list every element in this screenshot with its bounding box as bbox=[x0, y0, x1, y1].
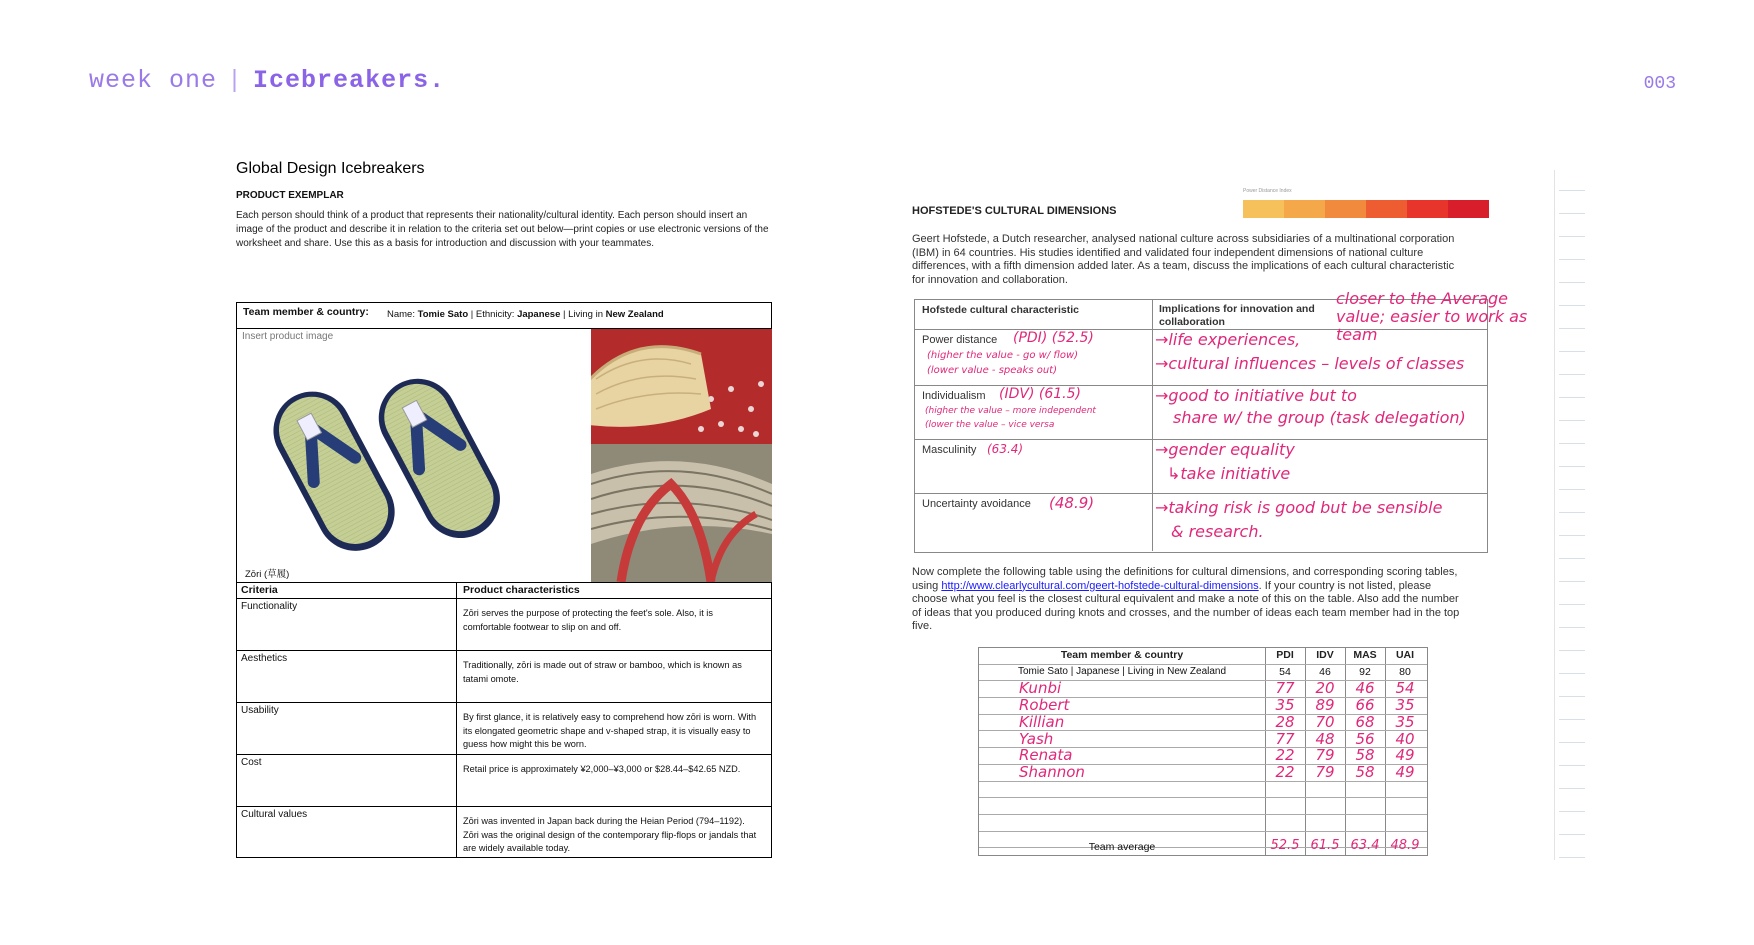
idv-value: 79 bbox=[1315, 762, 1335, 781]
ruled-line bbox=[1559, 466, 1585, 467]
dimension-note: (higher the value – more independent bbox=[925, 406, 1096, 416]
uai-value: 35 bbox=[1395, 712, 1415, 731]
instructions-part-2: . If your country is not listed, please choose what you feel is the closest cultural equivalent and make a note of this on the table. Also add the number of ideas that you produced during knots and crosses, and the number of ideas each team member had in the top five. bbox=[912, 579, 1460, 632]
member-living: New Zealand bbox=[605, 309, 664, 320]
zori-sandals-image bbox=[272, 347, 532, 552]
criteria-text: By first glance, it is relatively easy to comprehend how zōri is worn. With its elongated geometric shape and v-shaped strap, it is visually easy to guess how might this be worn. bbox=[463, 712, 757, 749]
image-placeholder: Insert product image bbox=[242, 331, 334, 342]
member-country: Tomie Sato | Japanese | Living in New Zealand bbox=[1017, 665, 1227, 677]
ruled-line bbox=[1559, 811, 1585, 812]
team-member-row bbox=[237, 303, 771, 329]
member-ethnicity: Japanese bbox=[517, 309, 561, 320]
living-prefix: | Living in bbox=[563, 309, 603, 320]
idv-value: 79 bbox=[1315, 746, 1335, 765]
idv-value: 46 bbox=[1319, 665, 1331, 678]
worksheet-title: Global Design Icebreakers bbox=[236, 160, 425, 177]
product-image-area bbox=[237, 329, 771, 583]
characteristic-header: Hofstede cultural characteristic bbox=[922, 304, 1079, 316]
pdi-value: 77 bbox=[1275, 679, 1295, 698]
team-average-row bbox=[979, 840, 1427, 857]
mas-value: 58 bbox=[1355, 762, 1375, 781]
pdi-header: PDI bbox=[1276, 649, 1294, 661]
ruled-line bbox=[1559, 581, 1585, 582]
hofstede-link[interactable]: http://www.clearlycultural.com/geert-hofstede-cultural-dimensions bbox=[941, 579, 1259, 592]
worksheet-subtitle: PRODUCT EXEMPLAR bbox=[236, 190, 344, 201]
ruled-line bbox=[1559, 397, 1585, 398]
dimension-note: (lower the value – vice versa bbox=[925, 420, 1055, 430]
team-member-value bbox=[387, 309, 664, 320]
member-name: Killian bbox=[1019, 712, 1065, 731]
idv-average: 61.5 bbox=[1310, 838, 1340, 853]
criteria-header: Criteria bbox=[241, 584, 278, 596]
slide-header bbox=[89, 66, 445, 95]
image-caption: Zōri (草履) bbox=[245, 569, 290, 580]
uai-value: 49 bbox=[1395, 762, 1415, 781]
ruled-line bbox=[1559, 673, 1585, 674]
uai-value: 49 bbox=[1395, 746, 1415, 765]
member-name: Kunbi bbox=[1019, 679, 1062, 698]
scale-label: Power Distance Index bbox=[1243, 188, 1292, 194]
team-table-header bbox=[979, 648, 1427, 665]
dimension-implication: ↳take initiative bbox=[1167, 464, 1291, 483]
idv-value: 89 bbox=[1315, 696, 1335, 715]
dimension-score-note: (63.4) bbox=[987, 442, 1024, 456]
name-prefix: Name: bbox=[387, 309, 415, 320]
dimension-name: Masculinity bbox=[922, 444, 977, 456]
mas-value: 46 bbox=[1355, 679, 1375, 698]
member-name: Yash bbox=[1019, 729, 1054, 748]
pdi-average: 52.5 bbox=[1270, 838, 1300, 853]
implications-header: Implications for innovation and collaboration bbox=[1159, 303, 1315, 328]
dimension-note: (lower value - speaks out) bbox=[927, 365, 1057, 376]
idv-value: 70 bbox=[1315, 712, 1335, 731]
dimension-score-note: (48.9) bbox=[1049, 494, 1095, 512]
criteria-text: Retail price is approximately ¥2,000–¥3,000 or $28.44–$42.65 NZD. bbox=[463, 764, 741, 774]
dimension-name: Power distance bbox=[922, 334, 998, 346]
ruled-line bbox=[1559, 512, 1585, 513]
team-member-header: Team member & country bbox=[1060, 649, 1184, 661]
hofstede-title: HOFSTEDE'S CULTURAL DIMENSIONS bbox=[912, 205, 1117, 217]
dimension-implication: →gender equality bbox=[1155, 440, 1295, 459]
scale-swatch bbox=[1407, 200, 1449, 218]
ruled-line bbox=[1559, 650, 1585, 651]
ruled-line bbox=[1559, 305, 1585, 306]
left-worksheet bbox=[236, 160, 776, 251]
power-distance-scale bbox=[1243, 188, 1489, 218]
instructions-text bbox=[912, 566, 1460, 634]
scale-swatch bbox=[1284, 200, 1326, 218]
criteria-name: Aesthetics bbox=[241, 653, 288, 664]
ruled-line bbox=[1559, 190, 1585, 191]
uai-value: 40 bbox=[1395, 729, 1415, 748]
mas-average: 63.4 bbox=[1350, 838, 1380, 853]
dimension-implication: →cultural influences – levels of classes bbox=[1155, 354, 1465, 373]
ruled-line bbox=[1559, 213, 1585, 214]
criteria-text: Zōri was invented in Japan back during the Heian Period (794–1192). Zōri was the original design of the contemporary flip-flops or jandals that are widely available today. bbox=[463, 816, 757, 853]
ruled-line bbox=[1559, 834, 1585, 835]
pdi-value: 22 bbox=[1275, 746, 1295, 765]
ruled-line bbox=[1559, 696, 1585, 697]
instructions-part-1: Now complete the following table using the definitions for cultural dimensions, and corresponding scoring tables, using bbox=[912, 566, 1458, 592]
ruled-line bbox=[1559, 604, 1585, 605]
member-name: Shannon bbox=[1019, 762, 1085, 781]
criteria-name: Cultural values bbox=[241, 809, 308, 820]
team-average-label: Team average bbox=[1088, 841, 1156, 853]
scale-swatch bbox=[1325, 200, 1367, 218]
ruled-line bbox=[1559, 259, 1585, 260]
criteria-row bbox=[237, 755, 771, 807]
idv-value: 48 bbox=[1315, 729, 1335, 748]
criteria-row bbox=[237, 703, 771, 755]
ruled-line bbox=[1559, 489, 1585, 490]
dimension-implication: →taking risk is good but be sensible bbox=[1155, 498, 1443, 517]
ruled-line bbox=[1559, 788, 1585, 789]
mas-value: 56 bbox=[1355, 729, 1375, 748]
mas-value: 68 bbox=[1355, 712, 1375, 731]
criteria-name: Usability bbox=[241, 705, 279, 716]
hofstede-table bbox=[914, 289, 1528, 553]
criteria-row bbox=[237, 599, 771, 651]
mas-value: 58 bbox=[1355, 746, 1375, 765]
team-member-label: Team member & country: bbox=[243, 306, 369, 318]
dimension-name: Individualism bbox=[922, 390, 986, 402]
scale-swatch bbox=[1243, 200, 1285, 218]
woven-straw-sandal-photo bbox=[591, 444, 772, 582]
ruled-line bbox=[1559, 765, 1585, 766]
criteria-text: Zōri serves the purpose of protecting the feet's sole. Also, it is comfortable footwear to slip on and off. bbox=[463, 608, 713, 632]
header-separator: | bbox=[227, 66, 244, 95]
ruled-line bbox=[1559, 236, 1585, 237]
ruled-line bbox=[1559, 374, 1585, 375]
dimension-name: Uncertainty avoidance bbox=[922, 498, 1031, 510]
team-table-row bbox=[979, 762, 1427, 782]
week-label: week one bbox=[89, 66, 218, 95]
pdi-value: 22 bbox=[1275, 762, 1295, 781]
mas-value: 92 bbox=[1359, 665, 1371, 678]
worksheet-intro: Each person should think of a product that represents their nationality/cultural identity. Each person should insert an image of the product and describe it in relation to the criteria set out below—print copies or use electronic versions of the worksheet and share. Use this as a basis for introduction and discussion with your teammates. bbox=[236, 210, 769, 249]
ruled-line bbox=[1559, 535, 1585, 536]
scale-swatch bbox=[1366, 200, 1408, 218]
pdi-value: 54 bbox=[1279, 665, 1291, 678]
ruled-line bbox=[1559, 351, 1585, 352]
pdi-value: 28 bbox=[1275, 712, 1295, 731]
characteristics-header: Product characteristics bbox=[463, 584, 580, 596]
uai-value: 54 bbox=[1395, 679, 1415, 698]
dimension-score-note: (PDI) (52.5) bbox=[1013, 330, 1094, 346]
member-name: Renata bbox=[1019, 746, 1073, 765]
dimension-implication: →life experiences, bbox=[1155, 330, 1301, 349]
member-name: Robert bbox=[1019, 696, 1070, 715]
mas-header: MAS bbox=[1353, 649, 1377, 661]
ruled-line bbox=[1559, 627, 1585, 628]
uai-header: UAI bbox=[1395, 649, 1415, 661]
hofstede-row bbox=[915, 440, 1487, 494]
ruled-line bbox=[1559, 328, 1585, 329]
product-table bbox=[236, 302, 772, 858]
team-scores-table bbox=[978, 647, 1428, 856]
hofstede-row bbox=[915, 494, 1487, 551]
pdi-value: 77 bbox=[1275, 729, 1295, 748]
ruled-line bbox=[1559, 558, 1585, 559]
hofstede-row bbox=[915, 386, 1487, 440]
uai-average: 48.9 bbox=[1390, 838, 1420, 853]
dimension-score-note: (IDV) (61.5) bbox=[999, 386, 1081, 402]
ruled-line bbox=[1559, 420, 1585, 421]
criteria-text: Traditionally, zōri is made out of straw or bamboo, which is known as tatami omote. bbox=[463, 660, 742, 684]
ruled-line bbox=[1559, 719, 1585, 720]
straw-zori-photo bbox=[591, 329, 772, 444]
ruled-line bbox=[1559, 282, 1585, 283]
page-number: 003 bbox=[1643, 74, 1676, 94]
dimension-implication: & research. bbox=[1171, 522, 1264, 541]
hofstede-description: Geert Hofstede, a Dutch researcher, analysed national culture across subsidiaries of a multinational corporation (IBM) in 64 countries. His studies identified and validated four independent dimensions of national culture differences, with a fifth dimension added later. As a team, discuss the implications of each cultural characteristic for innovation and collaboration. bbox=[912, 233, 1455, 286]
ruled-line bbox=[1559, 443, 1585, 444]
criteria-name: Cost bbox=[241, 757, 262, 768]
hofstede-row bbox=[915, 330, 1487, 386]
criteria-row bbox=[237, 807, 771, 857]
scale-swatch bbox=[1448, 200, 1489, 218]
ruled-line bbox=[1559, 857, 1585, 858]
uai-value: 80 bbox=[1399, 665, 1411, 678]
handwritten-head-note: closer to the Average value; easier to work as team bbox=[1336, 289, 1528, 344]
ruled-line bbox=[1559, 742, 1585, 743]
criteria-name: Functionality bbox=[241, 601, 298, 612]
dimension-note: (higher the value - go w/ flow) bbox=[927, 350, 1079, 361]
criteria-row bbox=[237, 651, 771, 703]
mas-value: 66 bbox=[1355, 696, 1375, 715]
notebook-edge bbox=[1554, 170, 1595, 860]
uai-value: 35 bbox=[1395, 696, 1415, 715]
member-name: Tomie Sato bbox=[417, 309, 469, 320]
dimension-implication: →good to initiative but to bbox=[1155, 386, 1357, 405]
header-topic: Icebreakers. bbox=[253, 66, 446, 95]
dimension-implication: share w/ the group (task delegation) bbox=[1173, 408, 1466, 427]
idv-value: 20 bbox=[1315, 679, 1335, 698]
idv-header: IDV bbox=[1316, 649, 1334, 661]
pdi-value: 35 bbox=[1275, 696, 1295, 715]
ethnicity-prefix: | Ethnicity: bbox=[470, 309, 515, 320]
criteria-header-row bbox=[237, 583, 771, 599]
